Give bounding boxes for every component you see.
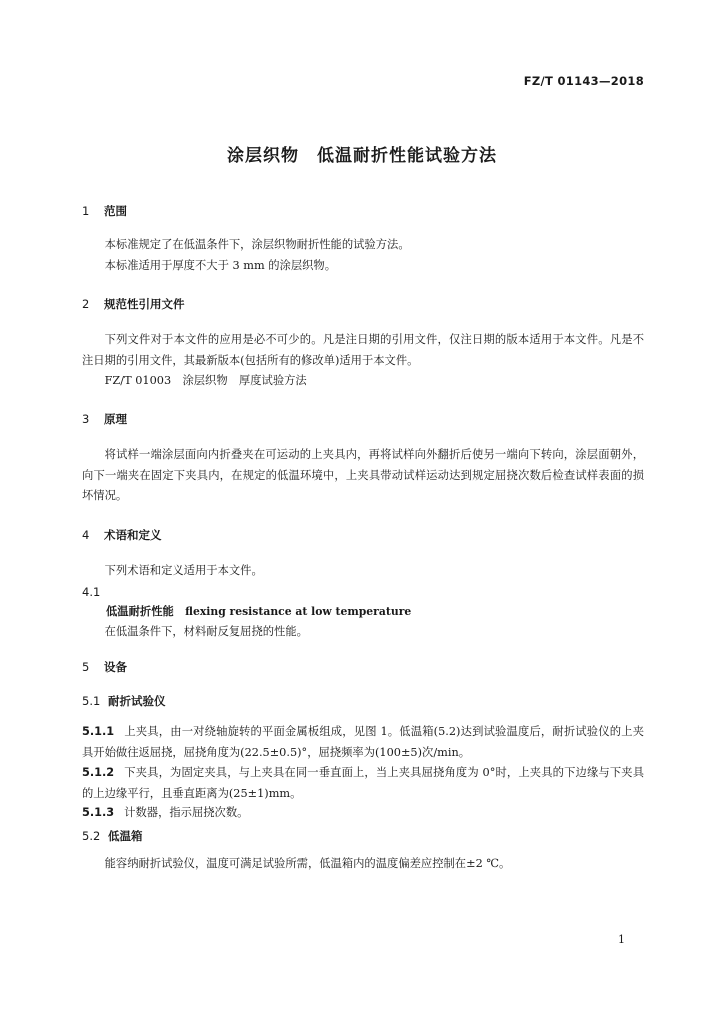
section-title: 术语和定义 xyxy=(104,528,162,542)
clause-5-1-1 xyxy=(82,722,644,763)
section-3-heading xyxy=(82,411,644,427)
section-title: 设备 xyxy=(104,660,127,674)
referenced-document: FZ/T 01003 涂层织物 厚度试验方法 xyxy=(104,374,307,387)
term-number: 4.1 xyxy=(82,585,101,599)
clause-number: 5.1.1 xyxy=(82,725,115,738)
section-title: 范围 xyxy=(104,204,127,218)
paragraph: 本标准适用于厚度不大于 3 mm 的涂层织物。 xyxy=(104,258,337,272)
section-5-2-body xyxy=(82,854,644,875)
clause-text: 上夹具，由一对绕轴旋转的平面金属板组成，见图 1。低温箱(5.2)达到试验温度后，耐折试验仪的上夹具开始做往返屈挠，屈挠角度为(22.5±0.5)°，屈挠频率为(100±5)次/min。 xyxy=(82,725,644,759)
clause-number: 5.1.2 xyxy=(82,766,115,779)
clause-5-1-3 xyxy=(82,803,644,824)
paragraph: 本标准规定了在低温条件下，涂层织物耐折性能的试验方法。 xyxy=(104,238,410,251)
term-4-1 xyxy=(82,582,644,643)
page-number: 1 xyxy=(618,933,625,946)
section-title: 原理 xyxy=(104,412,127,426)
section-number: 3 xyxy=(82,412,90,426)
section-5-1-heading xyxy=(82,693,644,709)
clause-text: 下夹具，为固定夹具，与上夹具在同一垂直面上，当上夹具屈挠角度为 0°时，上夹具的下边缘与下夹具的上边缘平行，且垂直距离为(25±1)mm。 xyxy=(82,766,644,800)
paragraph: 下列术语和定义适用于本文件。 xyxy=(104,564,263,577)
section-title: 规范性引用文件 xyxy=(104,297,185,311)
section-2-heading xyxy=(82,296,644,312)
section-1-heading xyxy=(82,203,644,219)
subsection-title: 低温箱 xyxy=(108,829,143,843)
section-number: 2 xyxy=(82,297,90,311)
paragraph: 将试样一端涂层面向内折叠夹在可运动的上夹具内，再将试样向外翻折后使另一端向下转向，涂层面朝外，向下一端夹在固定下夹具内，在规定的低温环境中，上夹具带动试样运动达到规定屈挠次数后检查试样表面的损坏情况。 xyxy=(82,448,644,502)
clause-number: 5.1.3 xyxy=(82,806,115,819)
section-1-body xyxy=(82,235,644,276)
section-3-body xyxy=(82,445,644,507)
subsection-number: 5.1 xyxy=(82,694,101,708)
paragraph: 下列文件对于本文件的应用是必不可少的。凡是注日期的引用文件，仅注日期的版本适用于本文件。凡是不注日期的引用文件，其最新版本(包括所有的修改单)适用于本文件。 xyxy=(82,333,644,367)
section-5-2-heading xyxy=(82,828,644,844)
term-english: flexing resistance at low temperature xyxy=(185,605,412,618)
section-4-heading xyxy=(82,527,644,543)
standard-code: FZ/T 01143—2018 xyxy=(523,74,644,88)
clause-text: 计数器，指示屈挠次数。 xyxy=(124,806,249,819)
clause-5-1-2 xyxy=(82,763,644,804)
section-5-heading xyxy=(82,659,644,675)
subsection-number: 5.2 xyxy=(82,829,101,843)
section-number: 5 xyxy=(82,660,90,674)
paragraph: 能容纳耐折试验仪，温度可满足试验所需，低温箱内的温度偏差应控制在±2 ℃。 xyxy=(104,857,511,870)
subsection-title: 耐折试验仪 xyxy=(108,694,166,708)
section-2-body xyxy=(82,330,644,392)
document-title: 涂层织物 低温耐折性能试验方法 xyxy=(227,146,497,166)
section-number: 1 xyxy=(82,204,90,218)
section-number: 4 xyxy=(82,528,90,542)
term-definition: 在低温条件下，材料耐反复屈挠的性能。 xyxy=(104,625,308,638)
section-4-body xyxy=(82,561,644,582)
term-chinese: 低温耐折性能 xyxy=(106,605,174,618)
